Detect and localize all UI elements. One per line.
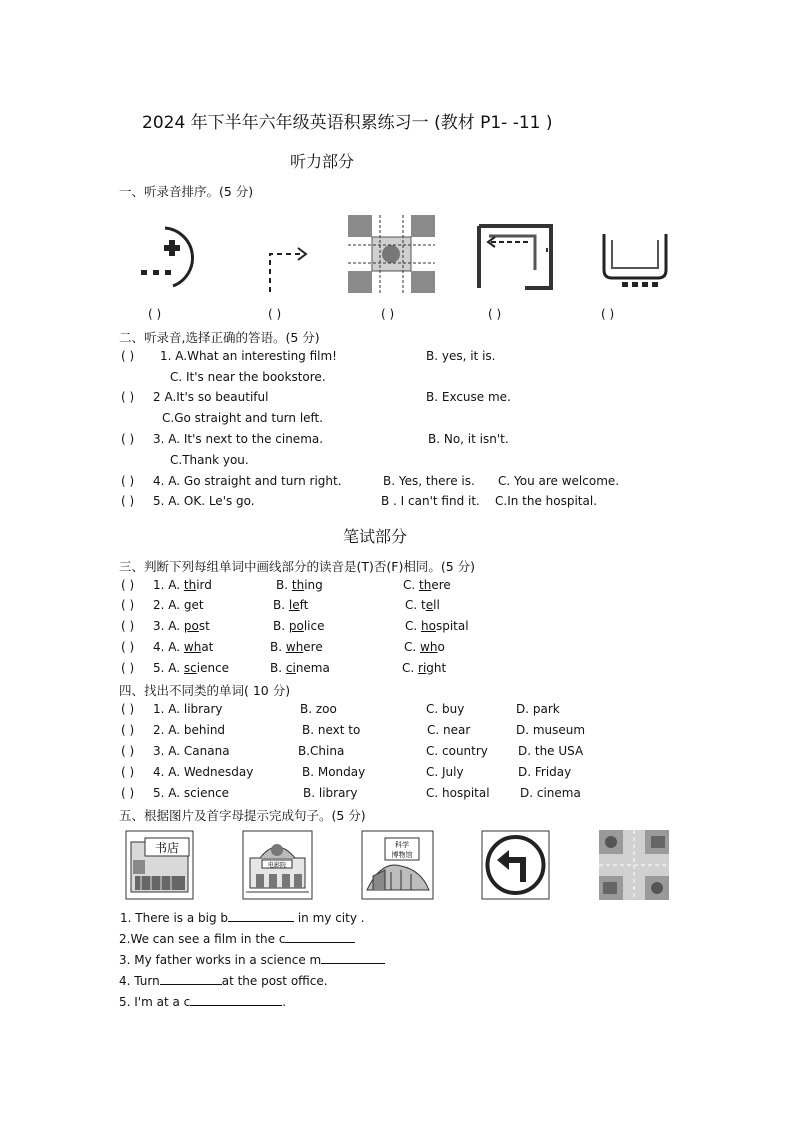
option-a: 2 A.It's so beautiful (153, 390, 269, 404)
answer-blank-3[interactable]: ( ) (381, 307, 395, 321)
word-b: B. next to (302, 723, 361, 737)
option-c: C.In the hospital. (495, 494, 598, 508)
option-a: 1. A.What an interesting film! (160, 349, 337, 363)
turn-left-sign-picture (481, 830, 550, 900)
answer-bracket[interactable]: ( ) (121, 494, 135, 508)
word-c: C. near (427, 723, 471, 737)
word-c: C. right (402, 661, 447, 675)
answer-blank-5[interactable]: ( ) (601, 307, 615, 321)
sentence-5: 5. I'm at a c . (119, 995, 287, 1009)
word-b: B. where (270, 640, 323, 654)
answer-bracket[interactable]: ( ) (121, 723, 135, 737)
word-c: C. hospital (405, 619, 469, 633)
word-c: C. country (426, 744, 488, 758)
word-a: 5. A. science (153, 661, 230, 675)
cinema-sign: 电影院 (267, 862, 287, 869)
bookstore-sign: 书店 (154, 841, 180, 855)
answer-bracket[interactable]: ( ) (121, 619, 135, 633)
option-b: B. yes, it is. (426, 349, 496, 363)
section-4-heading: 四、找出不同类的单词( 10 分) (119, 683, 291, 698)
word-c: C. July (426, 765, 464, 779)
answer-bracket[interactable]: ( ) (121, 765, 135, 779)
bookstore-corner-icon (600, 230, 670, 292)
word-a: 3. A. post (153, 619, 210, 633)
word-d: D. the USA (518, 744, 584, 758)
museum-picture (361, 830, 434, 900)
answer-blank-1[interactable]: ( ) (148, 307, 162, 321)
word-c: C. hospital (426, 786, 490, 800)
option-a: 4. A. Go straight and turn right. (153, 474, 342, 488)
section-5-heading: 五、根据图片及首字母提示完成句子。(5 分) (119, 808, 366, 823)
route-turn-icon (262, 238, 317, 293)
hospital-icon (135, 222, 205, 292)
answer-bracket[interactable]: ( ) (121, 349, 135, 363)
section-2-heading: 二、听录音,选择正确的答语。(5 分) (119, 330, 320, 345)
word-a: 4. A. Wednesday (153, 765, 254, 779)
word-c: C. there (403, 578, 451, 592)
answer-bracket[interactable]: ( ) (121, 661, 135, 675)
fill-blank[interactable] (285, 931, 355, 943)
writing-heading: 笔试部分 (343, 527, 408, 546)
answer-bracket[interactable]: ( ) (121, 744, 135, 758)
answer-bracket[interactable]: ( ) (121, 474, 135, 488)
answer-blank-2[interactable]: ( ) (268, 307, 282, 321)
answer-bracket[interactable]: ( ) (121, 640, 135, 654)
word-d: D. cinema (520, 786, 581, 800)
cinema-picture (242, 830, 313, 900)
word-a: 1. A. third (153, 578, 212, 592)
word-b: B. Monday (302, 765, 366, 779)
sentence-4: 4. Turn at the post office. (119, 974, 328, 988)
page-title: 2024 年下半年六年级英语积累练习一 (教材 P1- -11 ) (142, 113, 553, 133)
answer-bracket[interactable]: ( ) (121, 432, 135, 446)
word-a: 2. A. behind (153, 723, 226, 737)
option-c: C.Thank you. (170, 453, 249, 467)
option-b: B . I can't find it. (381, 494, 480, 508)
word-d: D. museum (516, 723, 586, 737)
fill-blank[interactable] (160, 973, 222, 985)
bookstore-picture (125, 830, 194, 900)
answer-bracket[interactable]: ( ) (121, 598, 135, 612)
word-b: B. zoo (300, 702, 337, 716)
fill-blank[interactable] (228, 910, 294, 922)
sentence-1: 1. There is a big b in my city . (120, 911, 365, 925)
word-b: B. police (273, 619, 325, 633)
option-c: C.Go straight and turn left. (162, 411, 324, 425)
word-a: 4. A. what (153, 640, 214, 654)
crossroads-icon (348, 215, 435, 293)
answer-blank-4[interactable]: ( ) (488, 307, 502, 321)
fill-blank[interactable] (190, 994, 282, 1006)
museum-sign-1: 科学 (395, 841, 409, 849)
word-c: C. tell (405, 598, 440, 612)
sentence-3: 3. My father works in a science m (119, 952, 385, 967)
word-c: C. buy (426, 702, 465, 716)
word-a: 1. A. library (153, 702, 223, 716)
option-c: C. You are welcome. (498, 474, 620, 488)
word-b: B. thing (276, 578, 323, 592)
option-c: C. It's near the bookstore. (170, 370, 326, 384)
fill-blank[interactable] (321, 952, 385, 964)
word-a: 3. A. Canana (153, 744, 230, 758)
listening-heading: 听力部分 (290, 152, 355, 171)
word-b: B. cinema (270, 661, 330, 675)
word-b: B. left (273, 598, 309, 612)
answer-bracket[interactable]: ( ) (121, 390, 135, 404)
option-b: B. No, it isn't. (428, 432, 509, 446)
answer-bracket[interactable]: ( ) (121, 786, 135, 800)
word-a: 5. A. science (153, 786, 230, 800)
option-a: 5. A. OK. Le's go. (153, 494, 255, 508)
answer-bracket[interactable]: ( ) (121, 578, 135, 592)
sentence-2: 2.We can see a film in the c (119, 931, 355, 946)
word-d: D. Friday (518, 765, 572, 779)
museum-sign-2: 博物馆 (391, 851, 413, 859)
word-a: 2. A. get (153, 598, 204, 612)
word-b: B. library (303, 786, 358, 800)
option-b: B. Excuse me. (426, 390, 511, 404)
answer-bracket[interactable]: ( ) (121, 702, 135, 716)
word-b: B.China (298, 744, 345, 758)
route-back-icon (475, 222, 555, 292)
section-3-heading: 三、判断下列每组单词中画线部分的读音是(T)否(F)相同。(5 分) (119, 559, 476, 574)
option-a: 3. A. It's next to the cinema. (153, 432, 324, 446)
word-d: D. park (516, 702, 560, 716)
word-c: C. who (404, 640, 445, 654)
option-b: B. Yes, there is. (383, 474, 475, 488)
section-1-heading: 一、听录音排序。(5 分) (119, 184, 254, 199)
crossroads-picture (599, 830, 669, 900)
